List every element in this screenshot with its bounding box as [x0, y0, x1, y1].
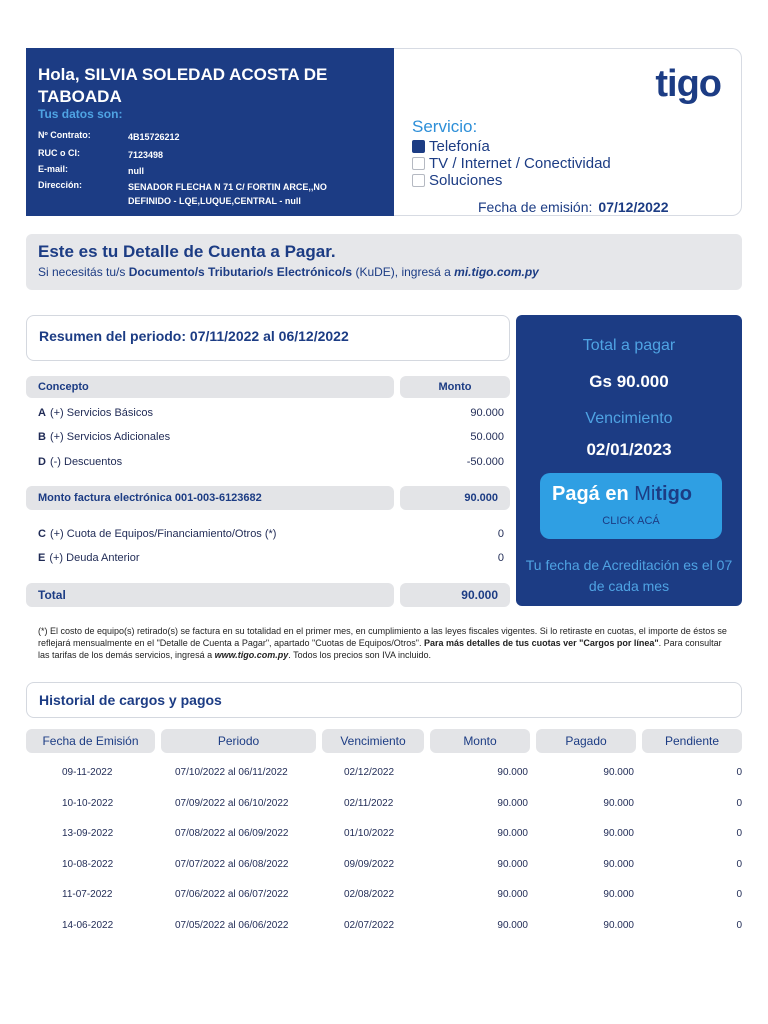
datos-label: Tus datos son:	[38, 107, 123, 121]
row-letter: B	[38, 431, 46, 443]
row-label: (+) Servicios Básicos	[49, 407, 153, 419]
total-amount: 90.000	[461, 588, 498, 602]
hist-col-fecha: Fecha de Emisión	[26, 729, 155, 753]
servicio-telefonia	[412, 138, 490, 155]
hist-pagado: 90.000	[603, 889, 634, 900]
detalle-banner	[26, 234, 742, 290]
hist-pendiente: 0	[736, 858, 742, 870]
row-amount: 0	[497, 528, 504, 540]
hist-pagado: 90.000	[603, 828, 634, 839]
logo-text: tigo	[655, 63, 721, 105]
concepto-row-a	[38, 407, 504, 419]
hist-pagado: 90.000	[603, 767, 634, 778]
col-monto-header	[400, 376, 510, 398]
row-letter: A	[38, 407, 46, 419]
hist-vencimiento: 09/09/2022	[344, 858, 395, 870]
concepto-row-c	[38, 528, 504, 540]
hist-pendiente: 0	[736, 767, 742, 778]
factura-label: Monto factura electrónica 001-003-6123682	[38, 492, 262, 504]
hist-vencimiento: 02/12/2022	[344, 767, 395, 778]
hist-pagado: 90.000	[603, 858, 634, 870]
hist-pagado: 90.000	[603, 797, 634, 809]
row-label: (-) Descuentos	[49, 456, 123, 468]
row-letter: C	[38, 528, 46, 540]
header-text: Concepto	[38, 381, 89, 393]
resumen-title-box	[26, 315, 510, 361]
email-row	[38, 164, 358, 178]
checkbox-icon	[412, 174, 425, 187]
field-label: Dirección:	[38, 180, 83, 190]
hist-vencimiento: 01/10/2022	[344, 828, 395, 839]
servicio-label-text: Soluciones	[429, 172, 503, 189]
contrato-row	[38, 130, 358, 144]
greeting: Hola, SILVIA SOLEDAD ACOSTA DE TABOADA	[38, 65, 328, 106]
field-value: null	[128, 166, 144, 176]
hist-vencimiento: 02/07/2022	[344, 919, 395, 931]
total-a-pagar-label: Total a pagar	[582, 337, 676, 354]
hist-fecha: 14-06-2022	[62, 919, 114, 931]
historial-title-box	[26, 682, 742, 718]
ruc-row	[38, 148, 358, 162]
row-amount: 50.000	[470, 431, 504, 443]
factura-amount-cell	[400, 486, 510, 510]
hist-pendiente: 0	[736, 919, 742, 931]
fecha-label: Fecha de emisión:	[478, 199, 593, 215]
direccion-row	[38, 180, 358, 208]
hist-pendiente: 0	[736, 797, 742, 809]
hist-fecha: 11-07-2022	[62, 889, 113, 900]
note-text: . Para consultar las tarifas de los demás servicios, ingresá a	[38, 638, 722, 660]
field-label: E-mail:	[38, 164, 69, 174]
hist-monto: 90.000	[497, 828, 528, 839]
hist-col-vencimiento: Vencimiento	[322, 729, 424, 753]
tigo-label: tigo	[655, 483, 693, 505]
field-value: 7123498	[128, 150, 164, 160]
service-panel	[394, 48, 742, 216]
row-label: (+) Cuota de Equipos/Financiamiento/Otros (*)	[49, 528, 277, 540]
paga-mi-tigo-button[interactable]	[540, 473, 722, 539]
hist-col-periodo: Periodo	[161, 729, 316, 753]
servicio-label-text: Telefonía	[429, 138, 490, 155]
note-text: (*) El costo de equipo(s) retirado(s) se factura en su totalidad en el primer mes, en cumplimiento a las leyes fiscales vigentes. Si lo retiraste en cuotas, el importe de éstos se reflejará mensualmente en el "Detalle de Cuenta a Pagar", apartado "Cuotas de Equipos/Otros".	[38, 626, 727, 648]
servicio-soluciones	[412, 172, 502, 189]
hist-col-pagado: Pagado	[536, 729, 636, 753]
field-label: RUC o CI:	[38, 148, 80, 158]
note-bold: Para más detalles de tus cuotas ver "Cargos por línea"	[424, 638, 659, 648]
hist-fecha: 10-10-2022	[62, 797, 114, 809]
total-label: Total	[38, 588, 66, 602]
row-amount: -50.000	[466, 456, 504, 468]
hist-pendiente: 0	[736, 828, 742, 839]
hist-periodo: 07/08/2022 al 06/09/2022	[175, 828, 289, 839]
tigo-logo	[655, 63, 721, 106]
hist-pendiente: 0	[736, 889, 742, 900]
note-text: . Todos los precios son IVA incluido.	[288, 650, 431, 660]
hist-periodo: 07/06/2022 al 06/07/2022	[175, 889, 289, 900]
click-aca: CLICK ACÁ	[602, 515, 660, 527]
footnote	[38, 625, 734, 661]
hist-vencimiento: 02/08/2022	[344, 889, 395, 900]
mi-tigo-link[interactable]: mi.tigo.com.py	[454, 265, 539, 279]
row-amount: 90.000	[470, 407, 504, 419]
row-label: (+) Deuda Anterior	[49, 552, 140, 564]
text-bold: Documento/s Tributario/s Electrónico/s	[128, 265, 353, 279]
row-label: (+) Servicios Adicionales	[49, 431, 171, 443]
hist-vencimiento: 02/11/2022	[344, 797, 394, 809]
total-amount-cell	[400, 583, 510, 607]
factura-amount: 90.000	[464, 492, 498, 504]
hist-monto: 90.000	[497, 919, 528, 931]
paga-text	[552, 483, 692, 506]
hist-monto: 90.000	[497, 797, 528, 809]
customer-panel	[26, 48, 394, 216]
hist-periodo: 07/09/2022 al 06/10/2022	[175, 797, 289, 809]
hist-fecha: 13-09-2022	[62, 828, 114, 839]
concepto-row-e	[38, 552, 504, 564]
vencimiento-label: Vencimiento	[585, 410, 673, 427]
concepto-row-b	[38, 431, 504, 443]
total-row	[26, 583, 394, 607]
checkbox-checked-icon	[412, 140, 425, 153]
row-letter: D	[38, 456, 46, 468]
hist-monto: 90.000	[497, 858, 528, 870]
total-box	[516, 315, 742, 606]
concepto-row-d	[38, 456, 504, 468]
hist-periodo: 07/07/2022 al 06/08/2022	[175, 858, 289, 870]
paga-label: Pagá en	[552, 483, 629, 505]
hist-fecha: 09-11-2022	[62, 767, 113, 778]
field-label: Nº Contrato:	[38, 130, 91, 140]
detalle-text	[38, 265, 730, 279]
checkbox-icon	[412, 157, 425, 170]
fecha-emision	[478, 199, 668, 215]
mi-label: Mi	[634, 483, 656, 505]
text-pre: Si necesitás tu/s	[38, 265, 129, 279]
servicio-tv	[412, 155, 611, 172]
hist-periodo: 07/10/2022 al 06/11/2022	[175, 767, 288, 778]
hist-monto: 90.000	[497, 767, 528, 778]
header-text: Monto	[438, 381, 472, 393]
field-value: SENADOR FLECHA N 71 C/ FORTIN ARCE,,NO DEFINIDO - LQE,LUQUE,CENTRAL - null	[128, 182, 327, 206]
row-amount: 0	[497, 552, 504, 564]
hist-monto: 90.000	[497, 889, 528, 900]
field-value: 4B15726212	[128, 132, 180, 142]
acreditacion-text: Tu fecha de Acreditación es el 07 de cada mes	[525, 557, 733, 594]
hist-col-monto: Monto	[430, 729, 530, 753]
factura-row	[26, 486, 394, 510]
row-letter: E	[38, 552, 46, 564]
resumen-title: Resumen del periodo: 07/11/2022 al 06/12/2022	[39, 328, 349, 344]
tigo-link[interactable]: www.tigo.com.py	[214, 650, 289, 660]
historial-title: Historial de cargos y pagos	[39, 692, 222, 708]
detalle-title: Este es tu Detalle de Cuenta a Pagar.	[38, 242, 336, 261]
col-concepto-header	[26, 376, 394, 398]
fecha-value: 07/12/2022	[598, 199, 669, 215]
hist-periodo: 07/05/2022 al 06/06/2022	[175, 919, 289, 931]
text-mid: (KuDE), ingresá a	[352, 265, 455, 279]
total-a-pagar-value: Gs 90.000	[589, 372, 669, 391]
hist-pagado: 90.000	[603, 919, 634, 931]
hist-col-pendiente: Pendiente	[642, 729, 742, 753]
servicio-label: Servicio:	[412, 117, 478, 136]
vencimiento-value: 02/01/2023	[586, 440, 672, 459]
servicio-label-text: TV / Internet / Conectividad	[429, 155, 611, 172]
hist-fecha: 10-08-2022	[62, 858, 114, 870]
